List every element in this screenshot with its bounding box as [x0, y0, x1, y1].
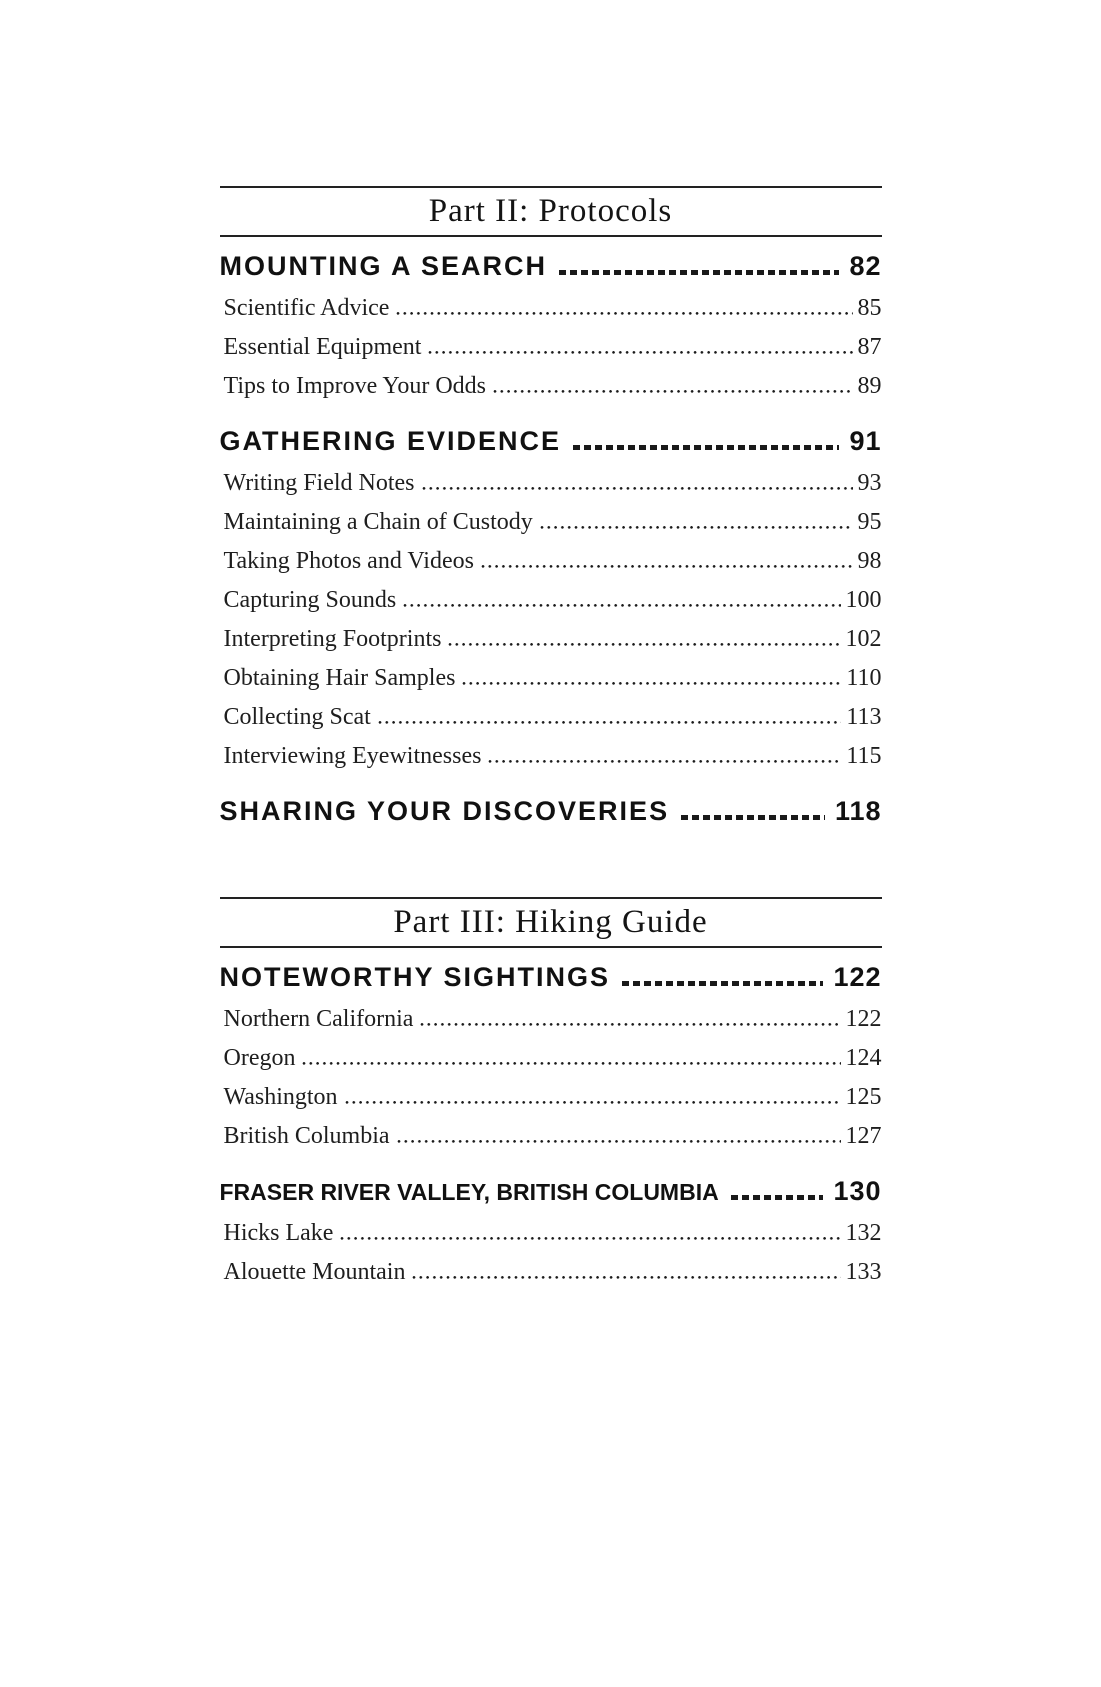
dash-leader: [681, 815, 825, 820]
section-entries: [220, 1220, 882, 1298]
entry-page-number: 87: [857, 334, 882, 360]
toc-page: [220, 186, 882, 1298]
toc-entry-row: [220, 509, 882, 548]
part-header: [220, 897, 882, 948]
dot-leader: [481, 565, 853, 568]
entry-page-number: 93: [857, 470, 882, 496]
part-header: [220, 186, 882, 237]
entry-label: Northern California: [223, 1006, 414, 1032]
toc-entry-row: [220, 470, 882, 509]
dash-leader: [731, 1195, 824, 1200]
toc-entry-row: [220, 1084, 882, 1123]
section-heading-label: MOUNTING A SEARCH: [219, 251, 547, 281]
dot-leader: [340, 1237, 840, 1240]
toc-section: [220, 962, 882, 1162]
toc-entry-row: [220, 548, 882, 587]
entry-label: British Columbia: [223, 1123, 390, 1149]
toc-entry-row: [220, 1123, 882, 1162]
dot-leader: [540, 526, 853, 529]
entry-page-number: 132: [845, 1220, 882, 1246]
dot-leader: [412, 1276, 840, 1279]
entry-label: Collecting Scat: [223, 704, 371, 730]
dash-leader: [573, 445, 839, 450]
section-entries: [220, 470, 882, 782]
entry-label: Interviewing Eyewitnesses: [223, 743, 482, 769]
toc-entry-row: [220, 704, 882, 743]
entry-page-number: 95: [857, 509, 882, 535]
entry-page-number: 102: [845, 626, 882, 652]
entry-page-number: 113: [846, 704, 882, 730]
dot-leader: [422, 487, 853, 490]
toc-entry-row: [220, 295, 882, 334]
part-title: Part III: Hiking Guide: [393, 904, 708, 940]
entry-label: Essential Equipment: [223, 334, 422, 360]
dot-leader: [397, 1140, 841, 1143]
section-heading-label: GATHERING EVIDENCE: [219, 426, 562, 456]
dot-leader: [378, 721, 842, 724]
toc-entry-row: [220, 1045, 882, 1084]
section-entries: [220, 295, 882, 412]
section-page-number: 118: [834, 796, 882, 826]
dot-leader: [488, 760, 841, 763]
section-heading-row: [220, 1176, 882, 1220]
toc-entry-row: [220, 1006, 882, 1045]
dash-leader: [622, 981, 823, 986]
entry-label: Maintaining a Chain of Custody: [223, 509, 533, 535]
part: [220, 186, 882, 840]
section-page-number: 130: [833, 1176, 882, 1206]
entry-page-number: 89: [857, 373, 882, 399]
toc-entry-row: [220, 1220, 882, 1259]
toc-entry-row: [220, 1259, 882, 1298]
toc-entry-row: [220, 334, 882, 373]
section-heading-label: NOTEWORTHY SIGHTINGS: [219, 962, 611, 992]
part: [220, 897, 882, 1298]
section-heading-label: FRASER RIVER VALLEY, BRITISH COLUMBIA: [219, 1179, 719, 1205]
dot-leader: [462, 682, 841, 685]
dot-leader: [345, 1101, 841, 1104]
toc-section: [220, 251, 882, 412]
entry-page-number: 85: [857, 295, 882, 321]
dot-leader: [428, 351, 852, 354]
entry-page-number: 122: [845, 1006, 882, 1032]
entry-label: Obtaining Hair Samples: [223, 665, 456, 691]
part-sections: [220, 962, 882, 1298]
entry-label: Oregon: [223, 1045, 296, 1071]
entry-label: Tips to Improve Your Odds: [223, 373, 486, 399]
part-sections: [220, 251, 882, 840]
entry-label: Alouette Mountain: [223, 1259, 406, 1285]
entry-label: Capturing Sounds: [223, 587, 397, 613]
toc-section: [220, 796, 882, 840]
dot-leader: [448, 643, 840, 646]
part-rule-bottom: [220, 235, 882, 237]
entry-page-number: 133: [845, 1259, 882, 1285]
section-heading-row: [220, 962, 882, 1006]
toc-entry-row: [220, 373, 882, 412]
dot-leader: [493, 390, 853, 393]
section-page-number: 122: [833, 962, 882, 992]
dot-leader: [396, 312, 852, 315]
entry-page-number: 125: [845, 1084, 882, 1110]
entry-label: Washington: [223, 1084, 338, 1110]
section-page-number: 82: [849, 251, 882, 281]
toc-entry-row: [220, 587, 882, 626]
entry-page-number: 127: [845, 1123, 882, 1149]
toc-entry-row: [220, 743, 882, 782]
toc-entry-row: [220, 626, 882, 665]
entry-page-number: 115: [846, 743, 882, 769]
dot-leader: [403, 604, 840, 607]
section-heading-row: [220, 251, 882, 295]
entry-label: Taking Photos and Videos: [223, 548, 474, 574]
dot-leader: [302, 1062, 840, 1065]
entry-page-number: 100: [845, 587, 882, 613]
entry-page-number: 110: [846, 665, 882, 691]
entry-page-number: 98: [857, 548, 882, 574]
part-title: Part II: Protocols: [428, 193, 673, 229]
toc-section: [220, 426, 882, 782]
entry-label: Hicks Lake: [223, 1220, 334, 1246]
toc-entry-row: [220, 665, 882, 704]
entry-label: Scientific Advice: [223, 295, 390, 321]
dot-leader: [420, 1023, 840, 1026]
entry-label: Writing Field Notes: [223, 470, 415, 496]
section-page-number: 91: [849, 426, 882, 456]
section-heading-row: [220, 426, 882, 470]
part-rule-bottom: [220, 946, 882, 948]
dash-leader: [559, 270, 839, 275]
section-heading-label: SHARING YOUR DISCOVERIES: [219, 796, 670, 826]
entry-label: Interpreting Footprints: [223, 626, 442, 652]
entry-page-number: 124: [845, 1045, 882, 1071]
section-heading-row: [220, 796, 882, 840]
toc-section: [220, 1176, 882, 1298]
section-entries: [220, 1006, 882, 1162]
